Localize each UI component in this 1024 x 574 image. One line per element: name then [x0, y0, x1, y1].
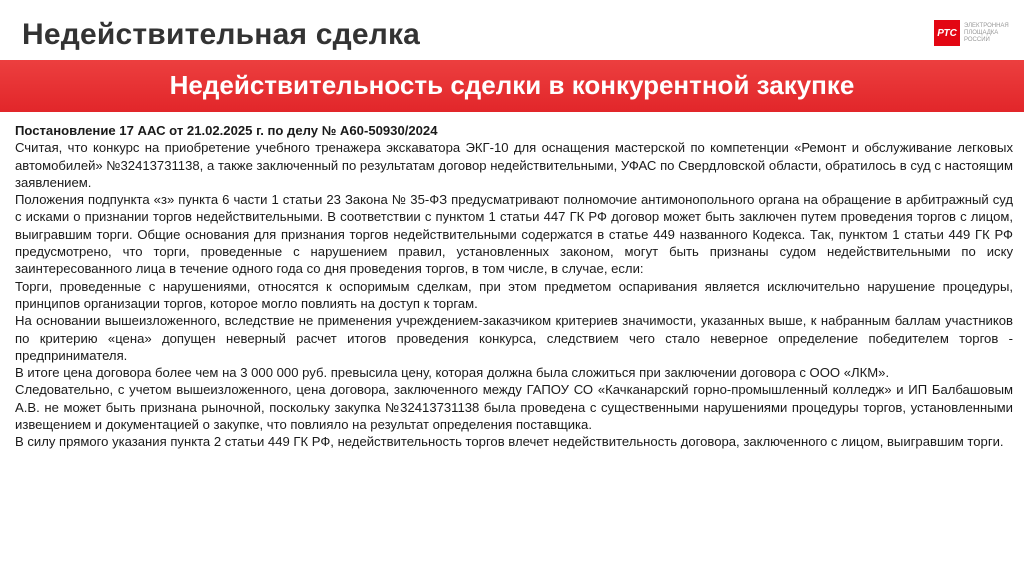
paragraph: Считая, что конкурс на приобретение учебного тренажера экскаватора ЭКГ-10 для оснащения мастерской по компетенции «Ремонт и обслуживание легковых автомобилей» №32413731138, а также заключенный по результатам договор недействительными, УФАС по Свердловской области, обратилось в суд с настоящим заявлением. [15, 140, 1013, 190]
paragraph: Следовательно, с учетом вышеизложенного, цена договора, заключенного между ГАПОУ СО «Качканарский горно-промышленный колледж» и ИП Балбашовым А.В. не может быть признана рыночной, поскольку закупка №32413731138 была проведена с существенными нарушениями процедуры торгов, установленными извещением и документацией о закупке, что повлияло на результат определения поставщика. [15, 382, 1013, 433]
paragraph: В итоге цена договора более чем на 3 000 000 руб. превысила цену, которая должна была сложиться при заключении договора с ООО «ЛКМ». [15, 365, 890, 381]
paragraph: На основании вышеизложенного, вследствие не применения учреждением-заказчиком критериев значимости, указанных выше, к набранным баллам участников по критерию «цена» допущен неверный расчет итогов проведения конкурса, следствием чего стало неверное определение победителем торгов - предпринимателя. [15, 313, 1013, 363]
rts-logo-icon: РТС [934, 20, 960, 46]
banner-title: Недействительность сделки в конкурентной закупке [169, 70, 855, 100]
page-title: Недействительная сделка [22, 18, 421, 51]
case-heading: Постановление 17 ААС от 21.02.2025 г. по делу № А60-50930/2024 [15, 123, 438, 138]
logo-text: ЭЛЕКТРОННАЯ ПЛОЩАДКА РОССИИ [964, 22, 1009, 43]
paragraph: Положения подпункта «з» пункта 6 части 1 статьи 23 Закона № 35-ФЗ предусматривают полномочие антимонопольного органа на обращение в арбитражный суд с исками о признании торгов недействительными. В соответствии с пунктом 1 статьи 447 ГК РФ договор может быть заключен путем проведения торгов с лицом, выигравшим торги. Общие основания для признания торгов недействительными содержатся в статье 449 названного Кодекса. Так, пунктом 1 статьи 449 ГК РФ предусмотрено, что торги, проведенные с нарушением правил, установленных законом, могут быть признаны судом недействительными по иску заинтересованного лица в течение одного года со дня проведения торгов, в том числе, в случае, если: [15, 192, 1013, 277]
paragraph: Торги, проведенные с нарушениями, относятся к оспоримым сделкам, при этом предметом оспаривания является исключительно нарушение процедуры, принципов организации торгов, которое могло повлиять на доступ к торгам. [15, 278, 1013, 311]
logo [934, 20, 1012, 46]
document-body [15, 122, 1013, 451]
paragraph: В силу прямого указания пункта 2 статьи 449 ГК РФ, недействительность торгов влечет недействительность договора, заключенного с лицом, выигравшим торги. [15, 434, 1004, 450]
section-banner [0, 60, 1024, 112]
